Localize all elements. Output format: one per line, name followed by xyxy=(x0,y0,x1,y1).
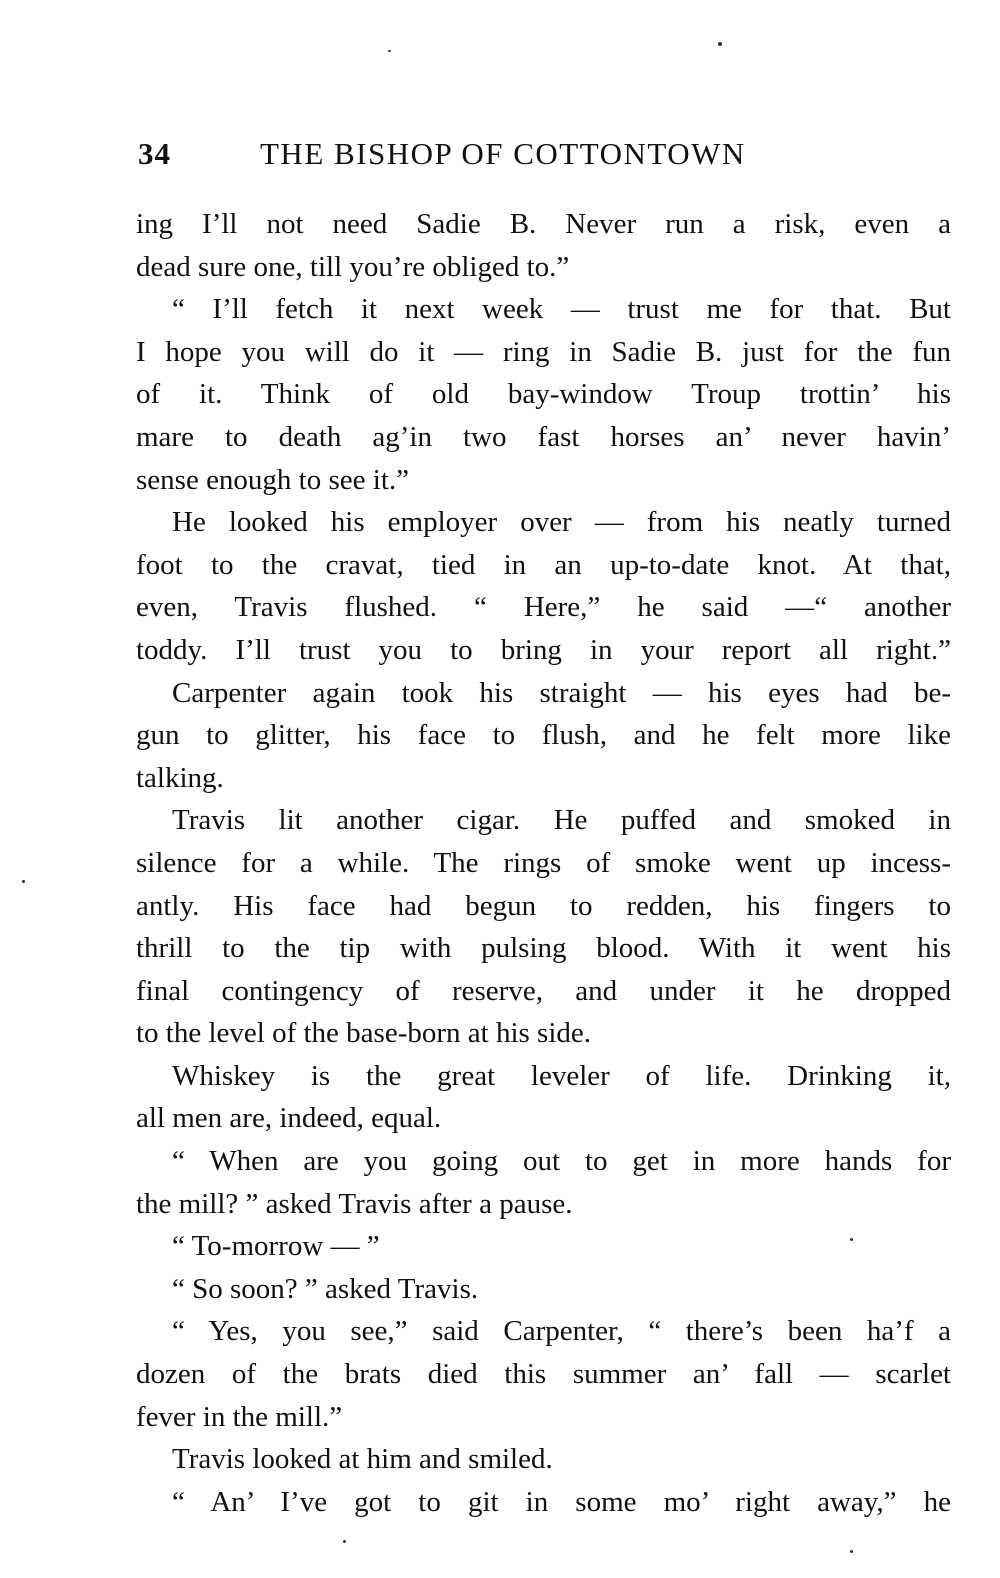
scan-speck xyxy=(388,50,391,52)
text-line: all men are, indeed, equal. xyxy=(136,1102,442,1135)
scan-speck xyxy=(343,1540,346,1543)
text-line: dead sure one, till you’re obliged to.” xyxy=(136,250,570,283)
text-line: the mill? ” asked Travis after a pause. xyxy=(136,1187,573,1220)
text-line: gun to glitter, his face to flush, and he felt more like xyxy=(136,719,951,752)
text-line: sense enough to see it.” xyxy=(136,463,410,496)
text-line: Carpenter again took his straight — his eyes had be- xyxy=(172,676,951,709)
text-line: talking. xyxy=(136,761,224,794)
text-line: ing I’ll not need Sadie B. Never run a risk, even a xyxy=(136,208,951,240)
text-line: silence for a while. The rings of smoke went up incess- xyxy=(136,846,951,879)
scan-speck xyxy=(850,1550,853,1553)
text-line: toddy. I’ll trust you to bring in your report all right.” xyxy=(136,633,951,666)
body-text xyxy=(136,203,951,1523)
text-line: I hope you will do it — ring in Sadie B. just for the fun xyxy=(136,335,951,368)
text-line: Travis looked at him and smiled. xyxy=(172,1443,553,1476)
text-line: fever in the mill.” xyxy=(136,1400,343,1433)
text-line: “ I’ll fetch it next week — trust me for that. But xyxy=(172,293,951,326)
text-line: “ When are you going out to get in more hands for xyxy=(172,1145,951,1178)
text-line: thrill to the tip with pulsing blood. With it went his xyxy=(136,932,951,965)
scan-speck xyxy=(718,42,722,46)
running-head xyxy=(138,136,838,176)
text-line: to the level of the base-born at his side. xyxy=(136,1017,592,1050)
text-line: foot to the cravat, tied in an up-to-date knot. At that, xyxy=(136,548,951,581)
running-title: THE BISHOP OF COTTONTOWN xyxy=(260,136,746,171)
text-line: final contingency of reserve, and under it he dropped xyxy=(136,974,951,1007)
text-line: “ An’ I’ve got to git in some mo’ right away,” he xyxy=(172,1485,951,1518)
text-line: “ So soon? ” asked Travis. xyxy=(172,1272,479,1305)
text-line: He looked his employer over — from his neatly turned xyxy=(172,506,951,539)
text-line: “ To-morrow — ” xyxy=(172,1230,380,1263)
text-line: Travis lit another cigar. He puffed and smoked in xyxy=(172,804,951,837)
text-line: “ Yes, you see,” said Carpenter, “ there’s been ha’f a xyxy=(172,1315,951,1348)
text-line: Whiskey is the great leveler of life. Drinking it, xyxy=(172,1059,951,1092)
text-line: even, Travis flushed. “ Here,” he said —“ another xyxy=(136,591,951,624)
scan-speck xyxy=(22,880,25,883)
text-line: of it. Think of old bay-window Troup trottin’ his xyxy=(136,378,951,411)
scan-speck xyxy=(850,1238,853,1241)
text-line: dozen of the brats died this summer an’ fall — scarlet xyxy=(136,1358,951,1391)
text-line: mare to death ag’in two fast horses an’ never havin’ xyxy=(136,420,951,453)
text-line: antly. His face had begun to redden, his fingers to xyxy=(136,889,951,922)
page-number: 34 xyxy=(138,136,171,171)
